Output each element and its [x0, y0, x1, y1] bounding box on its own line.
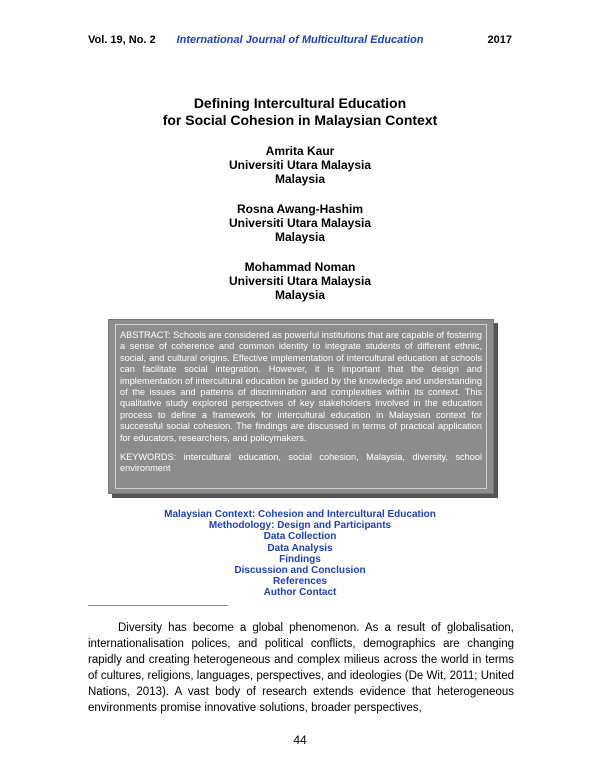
author-name: Mohammad Noman — [244, 260, 356, 274]
table-of-contents — [0, 509, 600, 599]
paper-title — [0, 95, 600, 129]
volume-label: Vol. 19, No. 2 — [88, 34, 156, 46]
author-country: Malaysia — [274, 230, 326, 244]
abstract-box — [108, 319, 494, 494]
author-affiliation: Universiti Utara Malaysia — [228, 216, 372, 230]
toc-link-data-analysis[interactable]: Data Analysis — [267, 542, 333, 554]
abstract-text: ABSTRACT: Schools are considered as powerful institutions that are capable of fostering a sense of coherence and common identity to integrate students of different ethnic, social, and cultural origins. Effective implementation of intercultural education at schools can facilitate social integration. However, it is important that the design and implementation of intercultural education be guided by the knowledge and understanding of the issues and patterns of discrimination and complexities within its context. This qualitative study explored perspectives of key stakeholders involved in the education process to define a framework for intercultural education in Malaysian context for successful social cohesion. The findings are discussed in terms of practical application for educators, researchers, and policymakers. — [120, 330, 482, 443]
abstract-inner — [115, 324, 487, 489]
body-paragraph: Diversity has become a global phenomenon. As a result of globalisation, internationalisation polices, and political conflicts, demographics are changing rapidly and creating heterogeneous and complex milieus across the world in terms of cultures, religions, languages, perspectives, and ideologies (De Wit, 2011; United Nations, 2013). A vast body of research extends evidence that heterogeneous environments promise innovative solutions, broader perspectives, — [88, 622, 514, 715]
author-block — [0, 202, 600, 244]
author-list — [0, 144, 600, 318]
year-label: 2017 — [487, 34, 512, 46]
author-block — [0, 144, 600, 186]
toc-link-data-collection[interactable]: Data Collection — [263, 531, 337, 543]
author-name: Rosna Awang-Hashim — [236, 202, 364, 216]
author-affiliation: Universiti Utara Malaysia — [228, 158, 372, 172]
toc-link-malaysian-context[interactable]: Malaysian Context: Cohesion and Intercultural Education — [164, 509, 436, 520]
author-affiliation: Universiti Utara Malaysia — [228, 274, 372, 288]
body-text — [88, 620, 514, 717]
paper-title-line2: for Social Cohesion in Malaysian Context — [162, 112, 438, 128]
section-divider — [88, 605, 228, 606]
journal-title-link[interactable]: International Journal of Multicultural Education — [176, 34, 424, 46]
keywords-text: KEYWORDS: intercultural education, social cohesion, Malaysia, diversity, school environment — [120, 452, 482, 474]
author-country: Malaysia — [274, 172, 326, 186]
toc-link-methodology[interactable]: Methodology: Design and Participants — [208, 520, 392, 532]
author-name: Amrita Kaur — [265, 144, 335, 158]
toc-link-author-contact[interactable]: Author Contact — [263, 587, 337, 599]
running-header — [88, 34, 512, 50]
toc-link-references[interactable]: References — [273, 576, 327, 588]
paper-title-line1: Defining Intercultural Education — [193, 95, 407, 111]
author-country: Malaysia — [274, 288, 326, 302]
toc-link-discussion[interactable]: Discussion and Conclusion — [234, 565, 366, 577]
page-number: 44 — [293, 733, 307, 747]
toc-link-findings[interactable]: Findings — [279, 553, 321, 565]
author-block — [0, 260, 600, 302]
